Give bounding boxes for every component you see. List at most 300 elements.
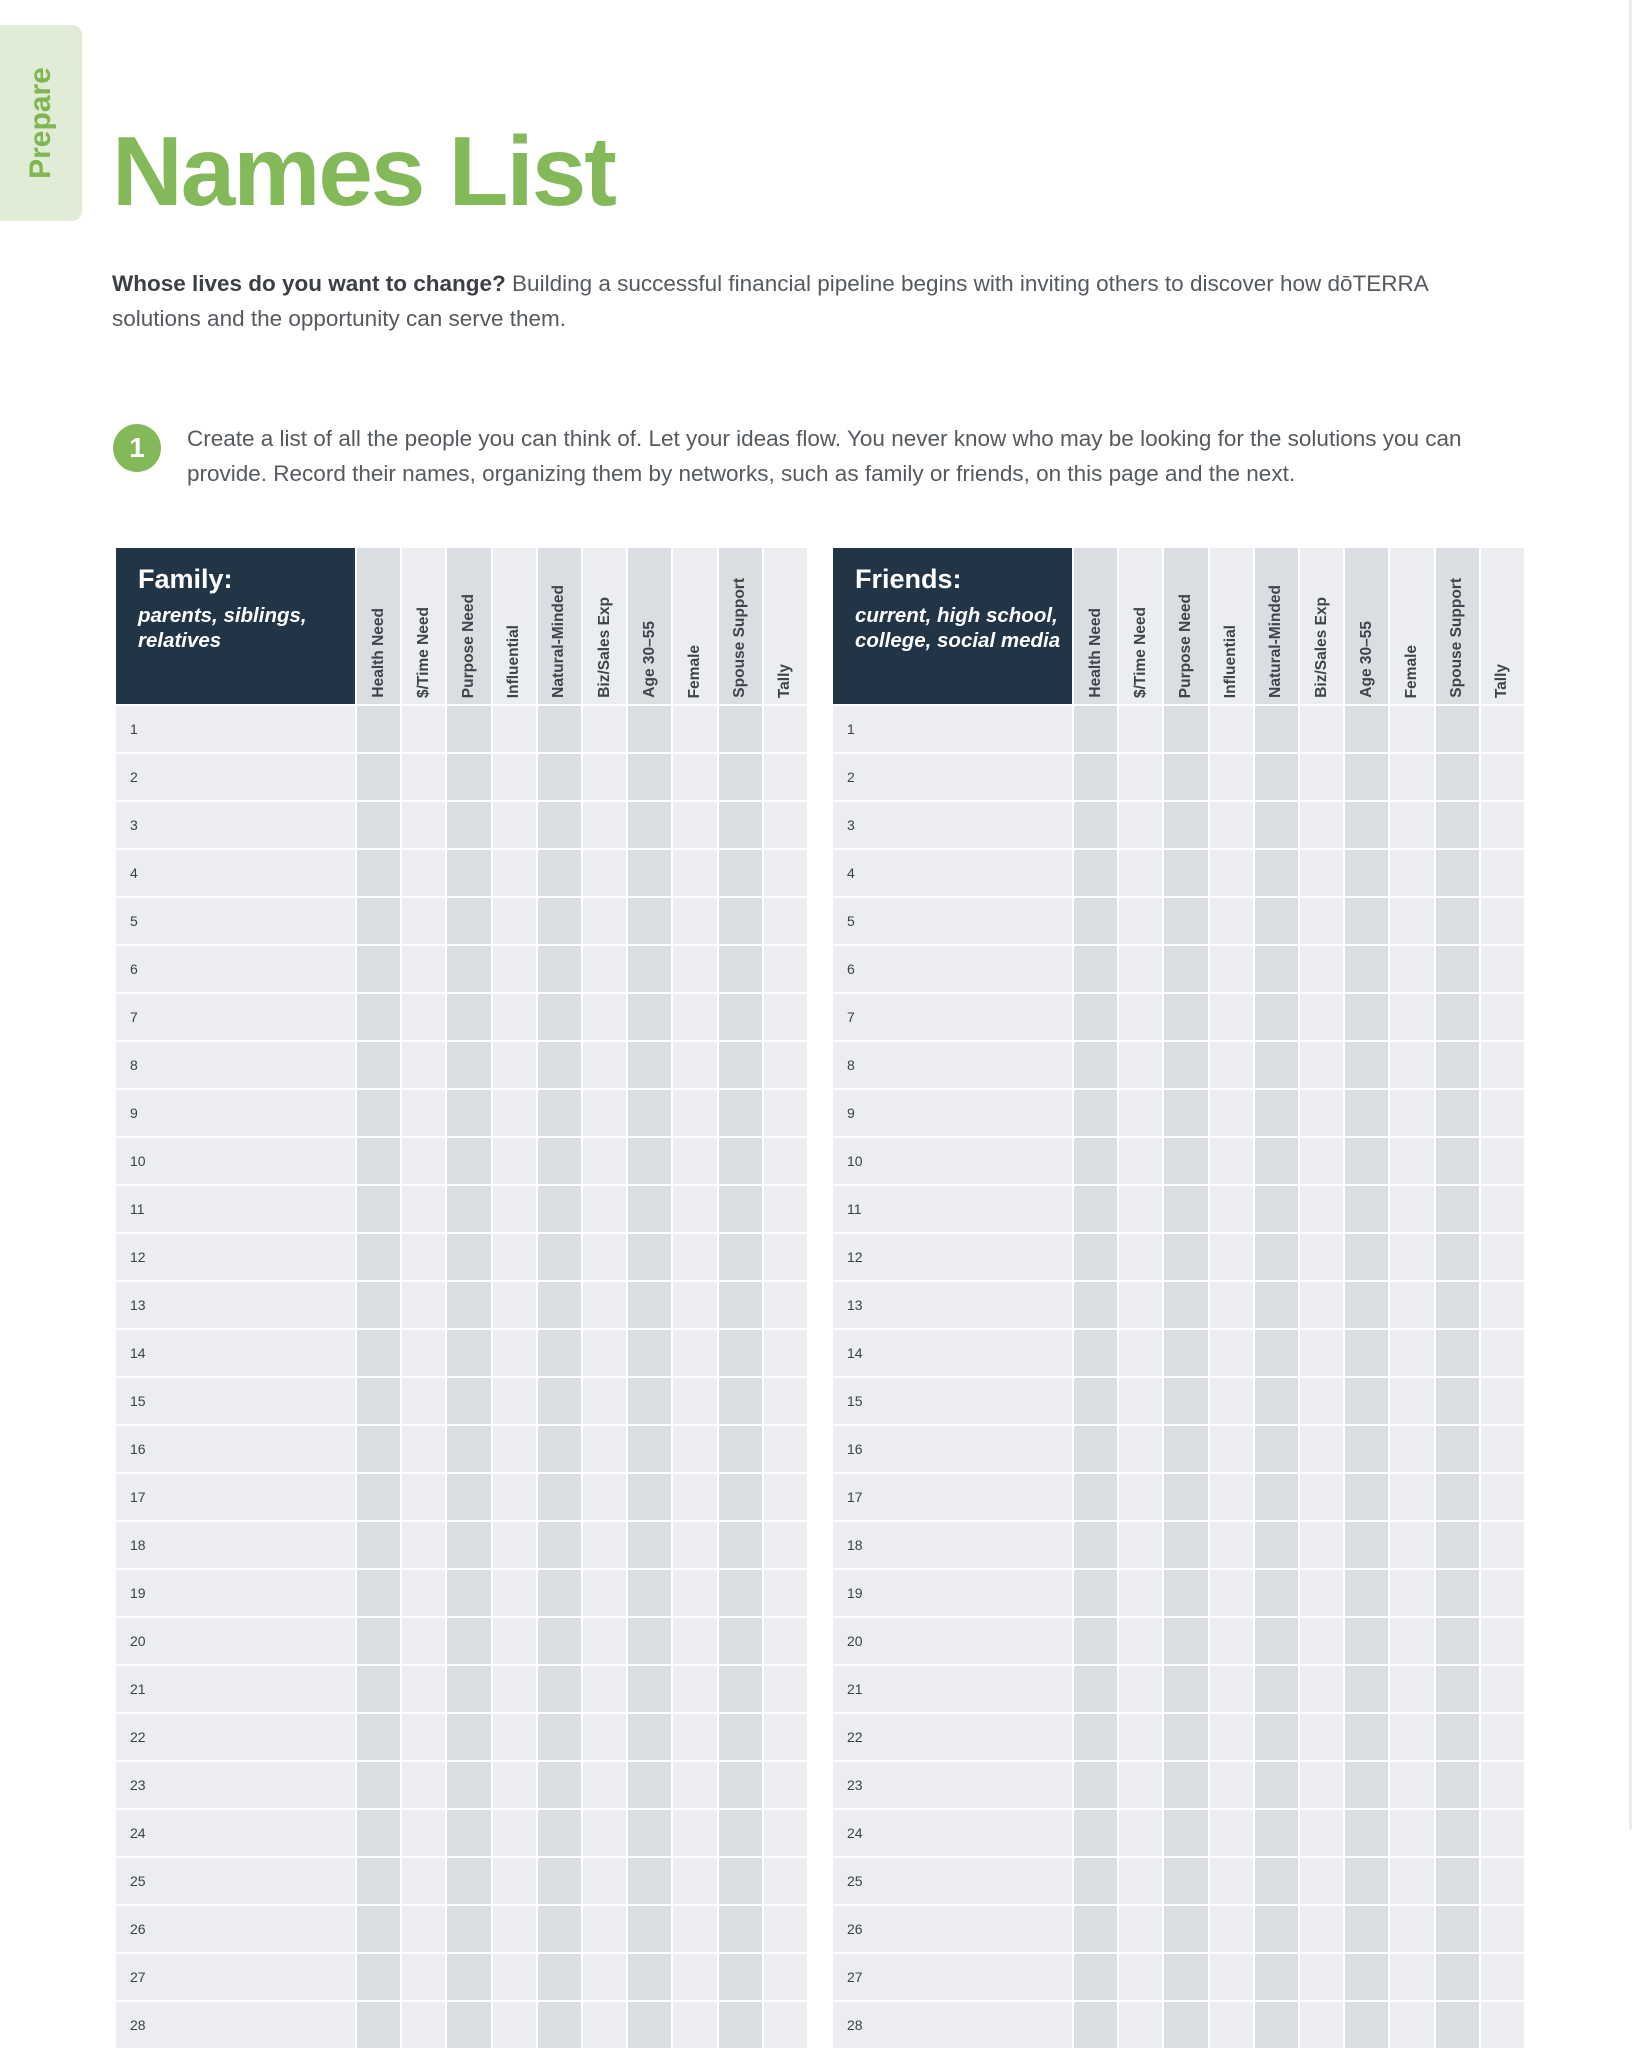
check-cell-spouse-support[interactable]	[718, 2001, 763, 2049]
check-cell-influential[interactable]	[492, 849, 537, 897]
check-cell-spouse-support[interactable]	[1435, 1281, 1480, 1329]
check-cell-time-need[interactable]	[1118, 945, 1163, 993]
check-cell-natural-minded[interactable]	[1254, 1617, 1299, 1665]
check-cell-age-30-55[interactable]	[1344, 1761, 1389, 1809]
check-cell-tally[interactable]	[763, 1233, 808, 1281]
name-entry-cell[interactable]	[115, 1521, 356, 1569]
check-cell-biz-sales-exp[interactable]	[582, 1425, 627, 1473]
check-cell-spouse-support[interactable]	[1435, 1233, 1480, 1281]
check-cell-health-need[interactable]	[1073, 801, 1118, 849]
check-cell-time-need[interactable]	[1118, 1377, 1163, 1425]
check-cell-tally[interactable]	[1480, 2001, 1525, 2049]
check-cell-influential[interactable]	[492, 1809, 537, 1857]
check-cell-natural-minded[interactable]	[1254, 849, 1299, 897]
check-cell-natural-minded[interactable]	[537, 1041, 582, 1089]
check-cell-influential[interactable]	[1209, 993, 1254, 1041]
check-cell-natural-minded[interactable]	[1254, 1041, 1299, 1089]
check-cell-spouse-support[interactable]	[1435, 1137, 1480, 1185]
check-cell-health-need[interactable]	[356, 1473, 401, 1521]
check-cell-time-need[interactable]	[401, 897, 446, 945]
check-cell-female[interactable]	[672, 1617, 717, 1665]
check-cell-biz-sales-exp[interactable]	[1299, 945, 1344, 993]
check-cell-age-30-55[interactable]	[1344, 993, 1389, 1041]
check-cell-tally[interactable]	[1480, 849, 1525, 897]
check-cell-age-30-55[interactable]	[1344, 945, 1389, 993]
check-cell-biz-sales-exp[interactable]	[1299, 849, 1344, 897]
check-cell-biz-sales-exp[interactable]	[1299, 993, 1344, 1041]
check-cell-biz-sales-exp[interactable]	[1299, 705, 1344, 753]
check-cell-biz-sales-exp[interactable]	[582, 1665, 627, 1713]
check-cell-natural-minded[interactable]	[537, 897, 582, 945]
check-cell-purpose-need[interactable]	[446, 801, 491, 849]
check-cell-natural-minded[interactable]	[1254, 1569, 1299, 1617]
check-cell-biz-sales-exp[interactable]	[1299, 1041, 1344, 1089]
check-cell-spouse-support[interactable]	[718, 1281, 763, 1329]
check-cell-female[interactable]	[1389, 1569, 1434, 1617]
check-cell-female[interactable]	[672, 1329, 717, 1377]
check-cell-spouse-support[interactable]	[1435, 1329, 1480, 1377]
check-cell-tally[interactable]	[1480, 801, 1525, 849]
check-cell-health-need[interactable]	[356, 1185, 401, 1233]
check-cell-time-need[interactable]	[401, 1713, 446, 1761]
check-cell-age-30-55[interactable]	[1344, 1953, 1389, 2001]
check-cell-tally[interactable]	[763, 1905, 808, 1953]
check-cell-natural-minded[interactable]	[537, 1425, 582, 1473]
check-cell-spouse-support[interactable]	[1435, 1569, 1480, 1617]
check-cell-health-need[interactable]	[356, 1713, 401, 1761]
check-cell-purpose-need[interactable]	[1163, 849, 1208, 897]
check-cell-tally[interactable]	[1480, 753, 1525, 801]
check-cell-time-need[interactable]	[401, 2001, 446, 2049]
check-cell-time-need[interactable]	[1118, 1953, 1163, 2001]
check-cell-natural-minded[interactable]	[537, 1137, 582, 1185]
check-cell-natural-minded[interactable]	[537, 1713, 582, 1761]
check-cell-biz-sales-exp[interactable]	[1299, 1809, 1344, 1857]
check-cell-time-need[interactable]	[1118, 1281, 1163, 1329]
check-cell-influential[interactable]	[1209, 1281, 1254, 1329]
check-cell-influential[interactable]	[492, 1569, 537, 1617]
check-cell-age-30-55[interactable]	[627, 1617, 672, 1665]
check-cell-biz-sales-exp[interactable]	[1299, 1329, 1344, 1377]
check-cell-purpose-need[interactable]	[1163, 801, 1208, 849]
check-cell-influential[interactable]	[492, 753, 537, 801]
check-cell-biz-sales-exp[interactable]	[582, 1809, 627, 1857]
name-entry-cell[interactable]	[832, 1953, 1073, 2001]
check-cell-natural-minded[interactable]	[537, 1233, 582, 1281]
check-cell-spouse-support[interactable]	[1435, 993, 1480, 1041]
check-cell-health-need[interactable]	[356, 1521, 401, 1569]
check-cell-female[interactable]	[672, 1761, 717, 1809]
check-cell-time-need[interactable]	[1118, 1713, 1163, 1761]
check-cell-spouse-support[interactable]	[718, 1521, 763, 1569]
check-cell-female[interactable]	[672, 2001, 717, 2049]
check-cell-purpose-need[interactable]	[446, 753, 491, 801]
name-entry-cell[interactable]	[115, 1089, 356, 1137]
check-cell-natural-minded[interactable]	[1254, 1425, 1299, 1473]
check-cell-influential[interactable]	[1209, 1713, 1254, 1761]
check-cell-spouse-support[interactable]	[718, 1713, 763, 1761]
check-cell-health-need[interactable]	[356, 1137, 401, 1185]
check-cell-time-need[interactable]	[401, 1041, 446, 1089]
check-cell-tally[interactable]	[763, 1665, 808, 1713]
name-entry-cell[interactable]	[115, 993, 356, 1041]
check-cell-influential[interactable]	[1209, 801, 1254, 849]
check-cell-time-need[interactable]	[401, 993, 446, 1041]
check-cell-spouse-support[interactable]	[718, 1329, 763, 1377]
check-cell-age-30-55[interactable]	[627, 1425, 672, 1473]
check-cell-spouse-support[interactable]	[1435, 897, 1480, 945]
check-cell-tally[interactable]	[763, 1089, 808, 1137]
check-cell-natural-minded[interactable]	[537, 1281, 582, 1329]
check-cell-natural-minded[interactable]	[537, 849, 582, 897]
check-cell-purpose-need[interactable]	[446, 1761, 491, 1809]
check-cell-influential[interactable]	[1209, 1761, 1254, 1809]
check-cell-age-30-55[interactable]	[1344, 897, 1389, 945]
check-cell-biz-sales-exp[interactable]	[1299, 1425, 1344, 1473]
check-cell-age-30-55[interactable]	[1344, 1713, 1389, 1761]
check-cell-purpose-need[interactable]	[446, 1377, 491, 1425]
check-cell-health-need[interactable]	[1073, 1569, 1118, 1617]
check-cell-age-30-55[interactable]	[1344, 1233, 1389, 1281]
check-cell-influential[interactable]	[492, 1713, 537, 1761]
name-entry-cell[interactable]	[115, 1281, 356, 1329]
check-cell-female[interactable]	[1389, 1665, 1434, 1713]
check-cell-time-need[interactable]	[401, 1281, 446, 1329]
name-entry-cell[interactable]	[115, 2001, 356, 2049]
check-cell-health-need[interactable]	[1073, 1905, 1118, 1953]
check-cell-purpose-need[interactable]	[1163, 1953, 1208, 2001]
check-cell-biz-sales-exp[interactable]	[582, 1713, 627, 1761]
check-cell-health-need[interactable]	[356, 993, 401, 1041]
check-cell-spouse-support[interactable]	[718, 1761, 763, 1809]
check-cell-tally[interactable]	[1480, 1281, 1525, 1329]
check-cell-age-30-55[interactable]	[1344, 1521, 1389, 1569]
check-cell-time-need[interactable]	[401, 1569, 446, 1617]
check-cell-time-need[interactable]	[401, 1809, 446, 1857]
check-cell-age-30-55[interactable]	[1344, 1425, 1389, 1473]
name-entry-cell[interactable]	[832, 849, 1073, 897]
check-cell-influential[interactable]	[1209, 945, 1254, 993]
check-cell-female[interactable]	[1389, 1281, 1434, 1329]
check-cell-female[interactable]	[672, 897, 717, 945]
check-cell-spouse-support[interactable]	[1435, 1041, 1480, 1089]
name-entry-cell[interactable]	[832, 1569, 1073, 1617]
check-cell-natural-minded[interactable]	[537, 945, 582, 993]
check-cell-influential[interactable]	[492, 1521, 537, 1569]
check-cell-influential[interactable]	[1209, 1425, 1254, 1473]
check-cell-biz-sales-exp[interactable]	[582, 1137, 627, 1185]
check-cell-purpose-need[interactable]	[446, 1905, 491, 1953]
check-cell-biz-sales-exp[interactable]	[1299, 1569, 1344, 1617]
check-cell-influential[interactable]	[492, 1425, 537, 1473]
check-cell-purpose-need[interactable]	[446, 1041, 491, 1089]
check-cell-time-need[interactable]	[401, 1329, 446, 1377]
check-cell-age-30-55[interactable]	[1344, 1857, 1389, 1905]
check-cell-purpose-need[interactable]	[1163, 897, 1208, 945]
check-cell-tally[interactable]	[763, 1857, 808, 1905]
check-cell-purpose-need[interactable]	[1163, 1281, 1208, 1329]
check-cell-health-need[interactable]	[1073, 1473, 1118, 1521]
check-cell-natural-minded[interactable]	[537, 1473, 582, 1521]
check-cell-female[interactable]	[672, 1665, 717, 1713]
check-cell-time-need[interactable]	[1118, 993, 1163, 1041]
check-cell-female[interactable]	[672, 1521, 717, 1569]
check-cell-time-need[interactable]	[1118, 1233, 1163, 1281]
check-cell-influential[interactable]	[492, 1137, 537, 1185]
check-cell-spouse-support[interactable]	[1435, 1473, 1480, 1521]
check-cell-spouse-support[interactable]	[718, 1041, 763, 1089]
check-cell-health-need[interactable]	[1073, 1761, 1118, 1809]
check-cell-biz-sales-exp[interactable]	[582, 1377, 627, 1425]
name-entry-cell[interactable]	[115, 1857, 356, 1905]
check-cell-natural-minded[interactable]	[537, 1185, 582, 1233]
check-cell-purpose-need[interactable]	[446, 1089, 491, 1137]
check-cell-health-need[interactable]	[356, 1953, 401, 2001]
check-cell-time-need[interactable]	[401, 1665, 446, 1713]
check-cell-tally[interactable]	[763, 849, 808, 897]
check-cell-influential[interactable]	[492, 1329, 537, 1377]
check-cell-health-need[interactable]	[356, 1329, 401, 1377]
check-cell-natural-minded[interactable]	[1254, 753, 1299, 801]
check-cell-purpose-need[interactable]	[446, 1713, 491, 1761]
name-entry-cell[interactable]	[832, 1665, 1073, 1713]
check-cell-influential[interactable]	[1209, 1905, 1254, 1953]
check-cell-tally[interactable]	[763, 1569, 808, 1617]
check-cell-natural-minded[interactable]	[537, 1617, 582, 1665]
check-cell-spouse-support[interactable]	[718, 801, 763, 849]
check-cell-purpose-need[interactable]	[1163, 1665, 1208, 1713]
name-entry-cell[interactable]	[115, 801, 356, 849]
check-cell-age-30-55[interactable]	[627, 1089, 672, 1137]
check-cell-natural-minded[interactable]	[1254, 1857, 1299, 1905]
check-cell-spouse-support[interactable]	[1435, 1617, 1480, 1665]
check-cell-female[interactable]	[672, 1569, 717, 1617]
check-cell-purpose-need[interactable]	[446, 1617, 491, 1665]
check-cell-health-need[interactable]	[356, 1569, 401, 1617]
name-entry-cell[interactable]	[832, 1329, 1073, 1377]
check-cell-female[interactable]	[672, 705, 717, 753]
check-cell-purpose-need[interactable]	[1163, 993, 1208, 1041]
check-cell-health-need[interactable]	[356, 1233, 401, 1281]
name-entry-cell[interactable]	[832, 1761, 1073, 1809]
check-cell-purpose-need[interactable]	[1163, 1521, 1208, 1569]
check-cell-age-30-55[interactable]	[1344, 1905, 1389, 1953]
check-cell-health-need[interactable]	[1073, 753, 1118, 801]
check-cell-influential[interactable]	[492, 1953, 537, 2001]
check-cell-female[interactable]	[672, 1857, 717, 1905]
check-cell-time-need[interactable]	[1118, 705, 1163, 753]
check-cell-tally[interactable]	[1480, 1521, 1525, 1569]
check-cell-female[interactable]	[672, 1713, 717, 1761]
check-cell-female[interactable]	[672, 1809, 717, 1857]
check-cell-time-need[interactable]	[1118, 1761, 1163, 1809]
check-cell-age-30-55[interactable]	[627, 1233, 672, 1281]
check-cell-female[interactable]	[672, 1137, 717, 1185]
check-cell-time-need[interactable]	[401, 1473, 446, 1521]
check-cell-natural-minded[interactable]	[537, 1377, 582, 1425]
check-cell-female[interactable]	[1389, 1617, 1434, 1665]
check-cell-natural-minded[interactable]	[537, 1329, 582, 1377]
check-cell-tally[interactable]	[763, 801, 808, 849]
check-cell-health-need[interactable]	[356, 1761, 401, 1809]
check-cell-tally[interactable]	[763, 1137, 808, 1185]
check-cell-spouse-support[interactable]	[718, 849, 763, 897]
check-cell-health-need[interactable]	[1073, 705, 1118, 753]
check-cell-biz-sales-exp[interactable]	[1299, 1617, 1344, 1665]
check-cell-health-need[interactable]	[356, 1377, 401, 1425]
check-cell-purpose-need[interactable]	[1163, 1185, 1208, 1233]
check-cell-natural-minded[interactable]	[1254, 1089, 1299, 1137]
check-cell-influential[interactable]	[1209, 1233, 1254, 1281]
check-cell-natural-minded[interactable]	[1254, 897, 1299, 945]
check-cell-influential[interactable]	[1209, 2001, 1254, 2049]
check-cell-purpose-need[interactable]	[1163, 1425, 1208, 1473]
check-cell-time-need[interactable]	[401, 1617, 446, 1665]
check-cell-age-30-55[interactable]	[627, 1377, 672, 1425]
check-cell-female[interactable]	[672, 1233, 717, 1281]
check-cell-purpose-need[interactable]	[1163, 1713, 1208, 1761]
check-cell-biz-sales-exp[interactable]	[1299, 1953, 1344, 2001]
check-cell-age-30-55[interactable]	[627, 945, 672, 993]
check-cell-age-30-55[interactable]	[1344, 705, 1389, 753]
check-cell-tally[interactable]	[1480, 1473, 1525, 1521]
check-cell-time-need[interactable]	[401, 1089, 446, 1137]
check-cell-tally[interactable]	[1480, 1761, 1525, 1809]
name-entry-cell[interactable]	[832, 1857, 1073, 1905]
check-cell-female[interactable]	[1389, 1761, 1434, 1809]
check-cell-age-30-55[interactable]	[627, 897, 672, 945]
check-cell-purpose-need[interactable]	[446, 1473, 491, 1521]
check-cell-influential[interactable]	[492, 1665, 537, 1713]
name-entry-cell[interactable]	[832, 1521, 1073, 1569]
check-cell-age-30-55[interactable]	[627, 1953, 672, 2001]
check-cell-health-need[interactable]	[1073, 993, 1118, 1041]
check-cell-natural-minded[interactable]	[1254, 1185, 1299, 1233]
check-cell-natural-minded[interactable]	[1254, 945, 1299, 993]
check-cell-health-need[interactable]	[356, 1905, 401, 1953]
check-cell-female[interactable]	[672, 801, 717, 849]
check-cell-health-need[interactable]	[1073, 1809, 1118, 1857]
check-cell-spouse-support[interactable]	[718, 1425, 763, 1473]
check-cell-influential[interactable]	[492, 2001, 537, 2049]
check-cell-tally[interactable]	[763, 1809, 808, 1857]
check-cell-age-30-55[interactable]	[1344, 1185, 1389, 1233]
name-entry-cell[interactable]	[832, 1089, 1073, 1137]
check-cell-tally[interactable]	[763, 1713, 808, 1761]
check-cell-time-need[interactable]	[1118, 1809, 1163, 1857]
check-cell-spouse-support[interactable]	[718, 945, 763, 993]
check-cell-health-need[interactable]	[1073, 1233, 1118, 1281]
check-cell-age-30-55[interactable]	[1344, 1089, 1389, 1137]
check-cell-time-need[interactable]	[1118, 1521, 1163, 1569]
name-entry-cell[interactable]	[832, 1905, 1073, 1953]
check-cell-spouse-support[interactable]	[1435, 1761, 1480, 1809]
check-cell-biz-sales-exp[interactable]	[582, 1185, 627, 1233]
check-cell-time-need[interactable]	[1118, 801, 1163, 849]
check-cell-female[interactable]	[672, 1953, 717, 2001]
check-cell-natural-minded[interactable]	[1254, 1233, 1299, 1281]
check-cell-biz-sales-exp[interactable]	[582, 1473, 627, 1521]
name-entry-cell[interactable]	[832, 1473, 1073, 1521]
name-entry-cell[interactable]	[832, 1233, 1073, 1281]
check-cell-biz-sales-exp[interactable]	[1299, 1233, 1344, 1281]
check-cell-age-30-55[interactable]	[1344, 1617, 1389, 1665]
check-cell-spouse-support[interactable]	[718, 1665, 763, 1713]
check-cell-health-need[interactable]	[356, 705, 401, 753]
check-cell-tally[interactable]	[763, 1329, 808, 1377]
check-cell-female[interactable]	[672, 1041, 717, 1089]
name-entry-cell[interactable]	[115, 1473, 356, 1521]
check-cell-biz-sales-exp[interactable]	[582, 1089, 627, 1137]
check-cell-spouse-support[interactable]	[1435, 1185, 1480, 1233]
check-cell-natural-minded[interactable]	[537, 753, 582, 801]
name-entry-cell[interactable]	[832, 705, 1073, 753]
check-cell-time-need[interactable]	[1118, 849, 1163, 897]
check-cell-tally[interactable]	[1480, 1185, 1525, 1233]
check-cell-health-need[interactable]	[1073, 1041, 1118, 1089]
check-cell-tally[interactable]	[763, 1281, 808, 1329]
check-cell-spouse-support[interactable]	[1435, 1665, 1480, 1713]
check-cell-biz-sales-exp[interactable]	[1299, 1185, 1344, 1233]
check-cell-influential[interactable]	[1209, 1473, 1254, 1521]
name-entry-cell[interactable]	[832, 1377, 1073, 1425]
check-cell-influential[interactable]	[492, 1377, 537, 1425]
check-cell-female[interactable]	[672, 1185, 717, 1233]
check-cell-influential[interactable]	[492, 1761, 537, 1809]
name-entry-cell[interactable]	[115, 1761, 356, 1809]
check-cell-influential[interactable]	[1209, 1569, 1254, 1617]
check-cell-female[interactable]	[1389, 1377, 1434, 1425]
name-entry-cell[interactable]	[115, 1329, 356, 1377]
check-cell-tally[interactable]	[763, 993, 808, 1041]
check-cell-influential[interactable]	[1209, 1665, 1254, 1713]
name-entry-cell[interactable]	[115, 1905, 356, 1953]
check-cell-female[interactable]	[1389, 753, 1434, 801]
check-cell-spouse-support[interactable]	[718, 1185, 763, 1233]
check-cell-purpose-need[interactable]	[446, 1953, 491, 2001]
check-cell-influential[interactable]	[1209, 1089, 1254, 1137]
check-cell-time-need[interactable]	[1118, 753, 1163, 801]
check-cell-spouse-support[interactable]	[718, 1857, 763, 1905]
check-cell-natural-minded[interactable]	[537, 1857, 582, 1905]
check-cell-influential[interactable]	[492, 801, 537, 849]
check-cell-tally[interactable]	[1480, 1089, 1525, 1137]
check-cell-biz-sales-exp[interactable]	[582, 1857, 627, 1905]
check-cell-tally[interactable]	[1480, 1329, 1525, 1377]
check-cell-purpose-need[interactable]	[446, 849, 491, 897]
check-cell-health-need[interactable]	[1073, 1425, 1118, 1473]
check-cell-age-30-55[interactable]	[627, 1857, 672, 1905]
check-cell-tally[interactable]	[763, 753, 808, 801]
check-cell-purpose-need[interactable]	[1163, 1041, 1208, 1089]
check-cell-time-need[interactable]	[401, 1857, 446, 1905]
check-cell-time-need[interactable]	[1118, 1425, 1163, 1473]
check-cell-tally[interactable]	[1480, 1665, 1525, 1713]
check-cell-spouse-support[interactable]	[1435, 945, 1480, 993]
check-cell-purpose-need[interactable]	[446, 1137, 491, 1185]
name-entry-cell[interactable]	[115, 1041, 356, 1089]
check-cell-health-need[interactable]	[356, 1089, 401, 1137]
check-cell-female[interactable]	[1389, 705, 1434, 753]
check-cell-purpose-need[interactable]	[446, 1665, 491, 1713]
check-cell-age-30-55[interactable]	[1344, 1569, 1389, 1617]
check-cell-health-need[interactable]	[1073, 1713, 1118, 1761]
check-cell-spouse-support[interactable]	[718, 1569, 763, 1617]
name-entry-cell[interactable]	[832, 1809, 1073, 1857]
check-cell-time-need[interactable]	[401, 1905, 446, 1953]
check-cell-influential[interactable]	[492, 1617, 537, 1665]
check-cell-tally[interactable]	[763, 1425, 808, 1473]
